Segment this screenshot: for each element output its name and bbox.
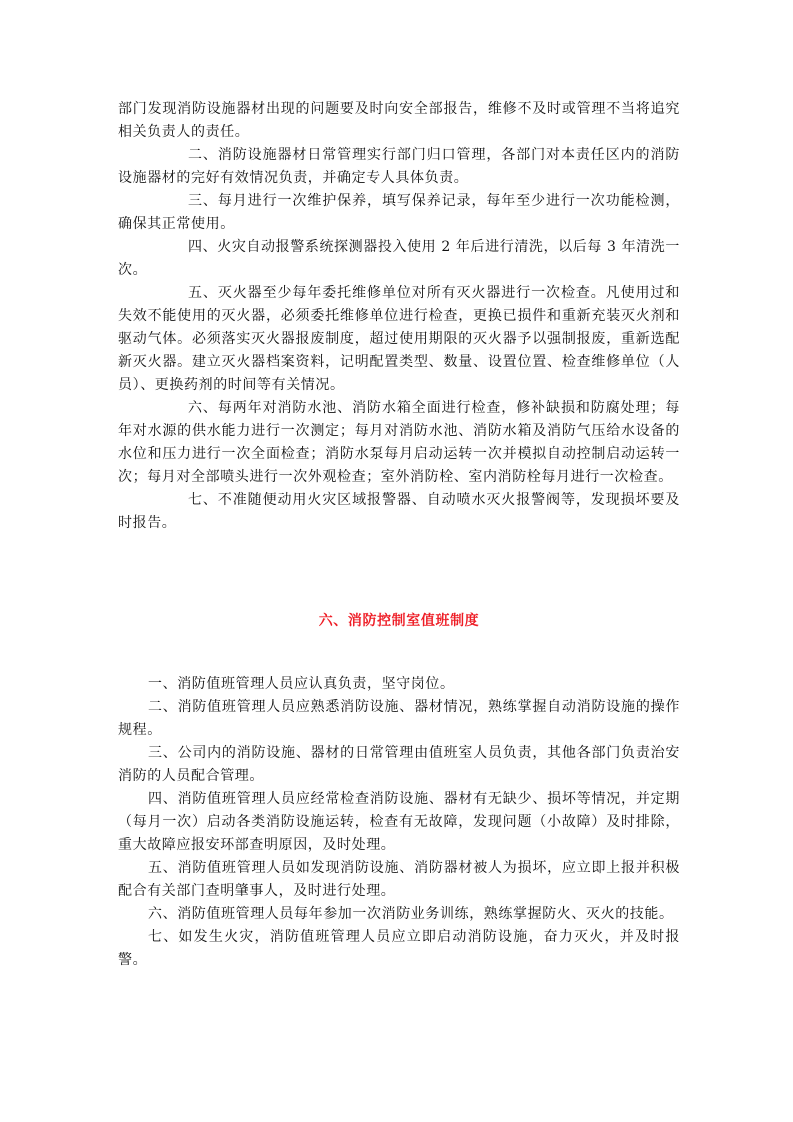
document-page [118, 98, 680, 968]
duty-rule-2: 二、消防值班管理人员应熟悉消防设施、器材情况，熟练掌握自动消防设施的操作规程。 [118, 699, 680, 738]
paragraph-item-6: 六、每两年对消防水池、消防水箱全面进行检查，修补缺损和防腐处理；每年对水源的供水能力进行一次测定；每月对消防水池、消防水箱及消防气压给水设备的水位和压力进行一次全面检查；消防水泵每月启动运转一次并模拟自动控制启动运转一次；每月对全部喷头进行一次外观检查；室外消防栓、室内消防栓每月进行一次检查。 [118, 400, 680, 485]
duty-rule-5: 五、消防值班管理人员如发现消防设施、消防器材被人为损坏，应立即上报并积极配合有关部门查明肇事人，及时进行处理。 [118, 860, 680, 899]
paragraph-item-3: 三、每月进行一次维护保养，填写保养记录，每年至少进行一次功能检测，确保其正常使用。 [118, 193, 680, 232]
duty-rule-1: 一、消防值班管理人员应认真负责，坚守岗位。 [148, 676, 455, 692]
duty-rule-7: 七、如发生火灾，消防值班管理人员应立即启动消防设施，奋力灭火，并及时报警。 [118, 929, 680, 968]
paragraph-item-2: 二、消防设施器材日常管理实行部门归口管理，各部门对本责任区内的消防设施器材的完好有效情况负责，并确定专人具体负责。 [118, 147, 680, 186]
duty-rule-3: 三、公司内的消防设施、器材的日常管理由值班室人员负责，其他各部门负责治安消防的人员配合管理。 [118, 745, 680, 784]
section-heading: 六、消防控制室值班制度 [318, 613, 480, 629]
paragraph-item-5: 五、灭火器至少每年委托维修单位对所有灭火器进行一次检查。凡使用过和失效不能使用的灭火器，必须委托维修单位进行检查，更换已损件和重新充装灭火剂和驱动气体。必须落实灭火器报废制度，超过使用期限的灭火器予以强制报废，重新选配新灭火器。建立灭火器档案资料，记明配置类型、数量、设置位置、检查维修单位（人员）、更换药剂的时间等有关情况。 [118, 285, 680, 393]
paragraph-continuation: 部门发现消防设施器材出现的问题要及时向安全部报告，维修不及时或管理不当将追究相关负责人的责任。 [118, 101, 680, 140]
duty-rule-6: 六、消防值班管理人员每年参加一次消防业务训练，熟练掌握防火、灭火的技能。 [148, 906, 674, 922]
section-5-continued [118, 98, 680, 535]
paragraph-item-4: 四、火灾自动报警系统探测器投入使用 2 年后进行清洗，以后每 3 年清洗一次。 [118, 239, 680, 278]
duty-rule-4: 四、消防值班管理人员应经常检查消防设施、器材有无缺少、损坏等情况，并定期（每月一次）启动各类消防设施运转，检查有无故障，发现问题（小故障）及时排除，重大故障应报安环部查明原因，及时处理。 [118, 791, 680, 853]
section-6-body [118, 673, 680, 972]
paragraph-item-7: 七、不准随便动用火灾区域报警器、自动喷水灭火报警阀等，发现损坏要及时报告。 [118, 492, 680, 531]
